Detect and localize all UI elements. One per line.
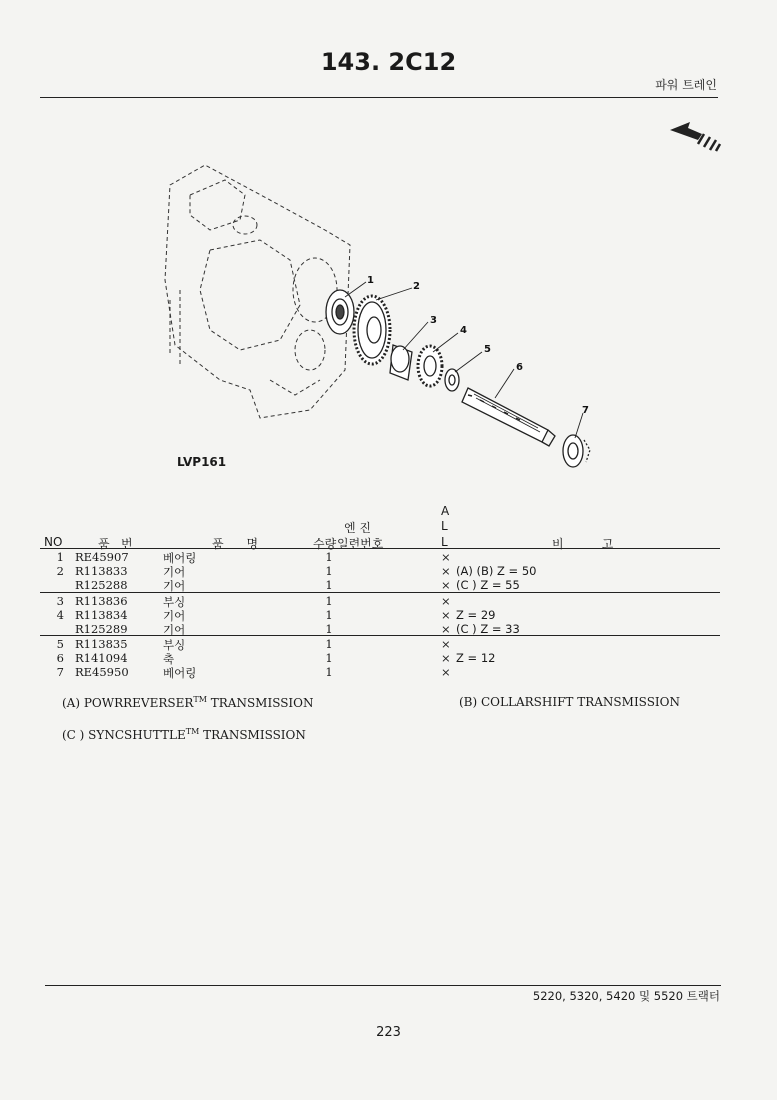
part-number: RE45950 bbox=[75, 665, 129, 679]
table-row bbox=[40, 550, 720, 565]
section-label: 파워 트레인 bbox=[655, 78, 717, 92]
table-row bbox=[40, 651, 720, 666]
part-6-shaft bbox=[462, 388, 555, 446]
part-number: R125289 bbox=[75, 622, 128, 636]
callout-6: 6 bbox=[516, 362, 523, 373]
quantity: 1 bbox=[325, 564, 333, 578]
direction-arrow-icon bbox=[668, 120, 722, 152]
part-number: R113836 bbox=[75, 594, 128, 608]
header-engine-top: 엔 진 bbox=[344, 521, 371, 535]
note-c: (C ) SYNCSHUTTLE™ TRANSMISSION bbox=[62, 727, 306, 742]
part-name: 기어 bbox=[163, 565, 186, 579]
part-7-bearing bbox=[563, 435, 590, 467]
part-number: RE45907 bbox=[75, 550, 129, 564]
part-name: 부싱 bbox=[163, 638, 186, 652]
footer-models: 5220, 5320, 5420 및 5520 트랙터 bbox=[532, 989, 720, 1003]
quantity: 1 bbox=[325, 665, 333, 679]
header-all-l2: L bbox=[441, 535, 448, 549]
item-no: 6 bbox=[56, 651, 64, 665]
part-4-gear bbox=[418, 346, 442, 386]
quantity: 1 bbox=[325, 550, 333, 564]
part-2-gear bbox=[354, 296, 390, 364]
part-number: R141094 bbox=[75, 651, 128, 665]
header-all-l1: L bbox=[441, 519, 448, 533]
part-number: R113834 bbox=[75, 608, 128, 622]
table-row bbox=[40, 637, 720, 652]
remarks: (C ) Z = 55 bbox=[456, 578, 520, 592]
part-3-bushing bbox=[390, 345, 412, 380]
table-row bbox=[40, 578, 720, 593]
part-name: 베어링 bbox=[163, 666, 197, 680]
header-no: NO bbox=[44, 535, 63, 549]
note-a: (A) POWRREVERSER™ TRANSMISSION bbox=[62, 695, 314, 710]
part-5-bushing bbox=[445, 369, 459, 391]
header-qty: 수량 bbox=[313, 537, 337, 551]
callout-2: 2 bbox=[413, 281, 420, 292]
item-no: 5 bbox=[56, 637, 64, 651]
page-number: 223 bbox=[376, 1025, 401, 1040]
quantity: 1 bbox=[325, 651, 333, 665]
quantity: 1 bbox=[325, 608, 333, 622]
quantity: 1 bbox=[325, 578, 333, 592]
all-mark: × bbox=[441, 622, 451, 636]
part-name: 베어링 bbox=[163, 551, 197, 565]
item-no: 2 bbox=[56, 564, 64, 578]
all-mark: × bbox=[441, 608, 451, 622]
part-name: 부싱 bbox=[163, 595, 186, 609]
header-part-no: 품 번 bbox=[98, 537, 133, 551]
part-1-bearing bbox=[326, 290, 354, 334]
remarks: Z = 12 bbox=[456, 651, 496, 665]
item-no: 4 bbox=[56, 608, 64, 622]
callout-1: 1 bbox=[367, 275, 374, 286]
quantity: 1 bbox=[325, 622, 333, 636]
header-rule bbox=[40, 97, 718, 98]
all-mark: × bbox=[441, 594, 451, 608]
remarks: (C ) Z = 33 bbox=[456, 622, 520, 636]
quantity: 1 bbox=[325, 594, 333, 608]
callout-4: 4 bbox=[460, 325, 467, 336]
group-divider bbox=[40, 592, 720, 593]
part-name: 축 bbox=[163, 652, 175, 666]
group-divider bbox=[40, 635, 720, 636]
part-number: R113833 bbox=[75, 564, 128, 578]
figure-label: LVP161 bbox=[177, 455, 227, 469]
quantity: 1 bbox=[325, 637, 333, 651]
header-engine-serial: 일련번호 bbox=[337, 537, 384, 551]
part-name: 기어 bbox=[163, 579, 186, 593]
footer-rule bbox=[45, 985, 721, 986]
parts-diagram bbox=[150, 140, 620, 470]
part-name: 기어 bbox=[163, 623, 186, 637]
item-no: 7 bbox=[56, 665, 64, 679]
table-row bbox=[40, 608, 720, 623]
header-name: 품 명 bbox=[212, 537, 259, 551]
all-mark: × bbox=[441, 564, 451, 578]
header-remarks: 비 고 bbox=[552, 537, 614, 551]
item-no: 3 bbox=[56, 594, 64, 608]
callout-3: 3 bbox=[430, 315, 437, 326]
note-b: (B) COLLARSHIFT TRANSMISSION bbox=[459, 695, 680, 709]
remarks: (A) (B) Z = 50 bbox=[456, 564, 537, 578]
all-mark: × bbox=[441, 665, 451, 679]
header-all-a: A bbox=[441, 504, 450, 518]
callout-5: 5 bbox=[484, 344, 491, 355]
table-row bbox=[40, 564, 720, 579]
callout-7: 7 bbox=[582, 405, 589, 416]
table-header-rule bbox=[40, 548, 720, 549]
part-number: R113835 bbox=[75, 637, 128, 651]
table-row bbox=[40, 665, 720, 680]
transmission-housing bbox=[165, 165, 350, 418]
all-mark: × bbox=[441, 578, 451, 592]
all-mark: × bbox=[441, 651, 451, 665]
all-mark: × bbox=[441, 637, 451, 651]
part-number: R125288 bbox=[75, 578, 128, 592]
page-title: 143. 2C12 bbox=[320, 48, 457, 76]
table-row bbox=[40, 594, 720, 609]
remarks: Z = 29 bbox=[456, 608, 496, 622]
part-name: 기어 bbox=[163, 609, 186, 623]
item-no: 1 bbox=[56, 550, 64, 564]
all-mark: × bbox=[441, 550, 451, 564]
